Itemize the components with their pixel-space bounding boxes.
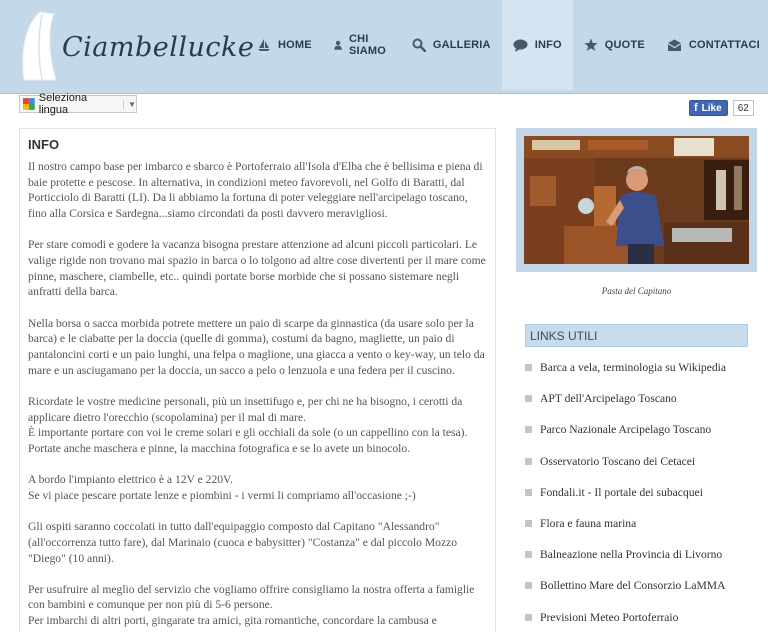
info-paragraph: Gli ospiti saranno coccolati in tutto dall'equipaggio composto dal Capitano "Alessandro" (all'occorrenza tutto fare), dal Marinaio (cuoca e babysitter) "Costanza" e dal piccolo Mozzo "Diego" (10 anni).	[28, 520, 458, 565]
nav-contattaci-label: CONTATTACI	[688, 39, 760, 51]
list-item[interactable]	[525, 446, 757, 477]
person-icon	[334, 38, 342, 52]
facebook-like-label: Like	[701, 102, 722, 114]
star-icon	[584, 38, 598, 52]
search-icon	[412, 38, 426, 52]
info-paragraph: Il nostro campo base per imbarco e sbarco è Portoferraio all'Isola d'Elba che è bellisima e piena di baie protette e pescose. In alternativa, in condizioni meteo favorevoli, nel Golfo di Baratti, dal Porticciolo di Baratti (LI). Da li abbiamo la fortuna di poter veleggiare nell'arcipelago toscano, fino alla Corsica e Sardegna...siamo circondati da posti davvero meravigliosi.	[28, 160, 483, 221]
links-header: LINKS UTILI	[525, 324, 748, 347]
link-text[interactable]: Fondali.it - Il portale dei subacquei	[540, 485, 703, 499]
main-nav	[246, 0, 768, 90]
facebook-like-button[interactable]	[689, 100, 728, 116]
list-item[interactable]	[525, 508, 757, 539]
facebook-icon: f	[694, 102, 698, 114]
google-translate-icon	[23, 98, 35, 110]
links-list	[525, 352, 757, 632]
nav-galleria[interactable]	[401, 0, 502, 90]
bullet-square-icon	[525, 520, 532, 527]
nav-info-label: INFO	[534, 39, 562, 51]
nav-contattaci[interactable]	[656, 0, 768, 90]
bullet-square-icon	[525, 395, 532, 402]
list-item[interactable]	[525, 477, 757, 508]
facebook-like-count: 62	[733, 100, 754, 116]
bullet-square-icon	[525, 551, 532, 558]
bullet-square-icon	[525, 364, 532, 371]
bullet-square-icon	[525, 582, 532, 589]
list-item[interactable]	[525, 602, 757, 632]
sail-logo-icon	[18, 10, 62, 82]
bullet-square-icon	[525, 458, 532, 465]
nav-home-label: HOME	[278, 39, 312, 51]
link-text[interactable]: Barca a vela, terminologia su Wikipedia	[540, 361, 727, 375]
site-logo[interactable]	[18, 10, 255, 84]
link-text[interactable]: APT dell'Arcipelago Toscano	[540, 392, 677, 406]
nav-home[interactable]	[246, 0, 323, 90]
link-text[interactable]: Flora e fauna marina	[540, 517, 637, 531]
nav-info[interactable]	[502, 0, 573, 90]
nav-galleria-label: GALLERIA	[432, 39, 491, 51]
facebook-like-widget	[689, 100, 754, 116]
info-paragraph: A bordo l'impianto elettrico è a 12V e 220V. Se vi piace pescare portate lenze e piombini - i vermi li compriamo all'occasione ;-)	[28, 473, 416, 502]
photo-caption: Pasta del Capitano	[601, 286, 672, 296]
info-paragraph: Ricordate le vostre medicine personali, più un insettifugo e, per chi ne ha bisogno, i cerotti da applicare dietro l'orecchio (scopolamina) per il mal di mare. È importante portare con voi le creme solari e gli occhiali da sole (o un cappellino con la tesa). Portate anche maschera e pinne, la macchina fotografica e se lo avete un binocolo.	[28, 394, 468, 456]
logo-text: Ciambellucke	[62, 32, 255, 63]
envelope-icon	[667, 39, 682, 52]
list-item[interactable]	[525, 352, 757, 383]
list-item[interactable]	[525, 539, 757, 570]
sidebar	[516, 128, 757, 632]
link-text[interactable]: Balneazione nella Provincia di Livorno	[540, 548, 723, 562]
sailboat-icon	[257, 38, 271, 52]
list-item[interactable]	[525, 383, 757, 414]
chevron-down-icon: ▼	[123, 100, 136, 109]
language-selector[interactable]	[19, 92, 137, 116]
info-paragraph: Per usufruire al meglio del servizio che vogliamo offrire consigliamo la nostra offerta a famiglie con bambini e comunque per non più di 5-6 persone. Per imbarchi di altri porti, gingarate tra amici, gita romantiche, concordare la cambusa e	[28, 582, 475, 628]
info-paragraph: Per stare comodi e godere la vacanza bisogna prestare attenzione ad alcuni piccoli particolari. Le valige rigide non trovano mai spazio in barca o lo tolgono ad altre cose divertenti per il mare come pinne, maschere, ciambelle, etc.. quindi portate borse morbide che si possano sistemare negli anfratti della barca.	[28, 238, 486, 299]
site-header	[0, 0, 768, 94]
link-text[interactable]: Previsioni Meteo Portoferraio	[540, 610, 679, 624]
nav-chi-siamo-label: CHI SIAMO	[349, 33, 387, 57]
speech-bubble-icon	[513, 39, 528, 52]
main-content	[19, 128, 496, 632]
bullet-square-icon	[525, 489, 532, 496]
bullet-square-icon	[525, 426, 532, 433]
language-selector-label: Seleziona lingua	[38, 92, 88, 116]
link-text[interactable]: Bollettino Mare del Consorzio LaMMA	[540, 579, 726, 593]
link-text[interactable]: Osservatorio Toscano dei Cetacei	[540, 454, 696, 468]
info-paragraph: Nella borsa o sacca morbida potrete mettere un paio di scarpe da ginnastica (da usare solo per la barca) e le ciabatte per la doccia (quelle di gomma), costumi da bagno, magliette, un paio di pantaloncini corti e un paio lunghi, una felpa o maglione, una giacca a vento o key-way, un telo da mare e un asciugamano per la doccia, un sacco a pelo o lenzuola e una federa per il cuscino.	[28, 316, 485, 377]
list-item[interactable]	[525, 414, 757, 445]
nav-chi-siamo[interactable]	[323, 0, 401, 90]
photo-frame	[516, 128, 757, 272]
nav-quote-label: QUOTE	[604, 39, 645, 51]
nav-quote[interactable]	[573, 0, 656, 90]
list-item[interactable]	[525, 570, 757, 601]
captain-photo[interactable]	[524, 136, 749, 264]
bullet-square-icon	[525, 614, 532, 621]
page-title: INFO	[28, 137, 60, 152]
link-text[interactable]: Parco Nazionale Arcipelago Toscano	[540, 423, 712, 437]
